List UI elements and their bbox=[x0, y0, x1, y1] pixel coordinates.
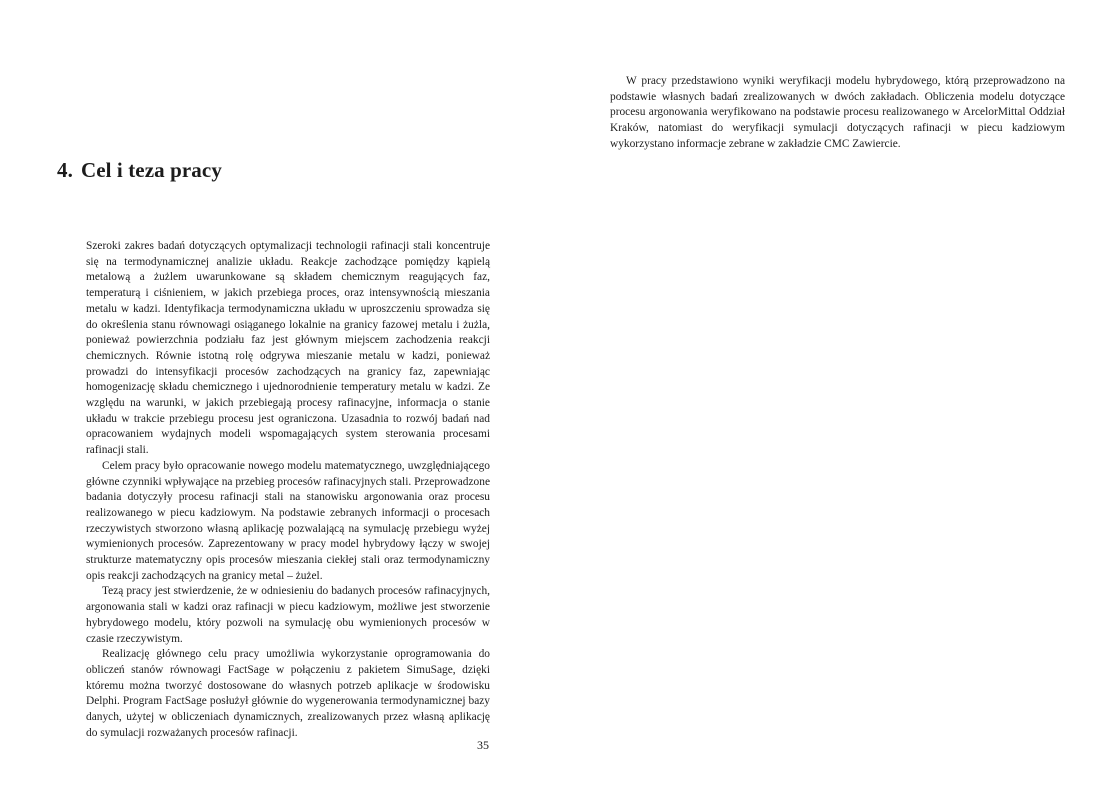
paragraph: Tezą pracy jest stwierdzenie, że w odniesieniu do badanych procesów rafinacyjnych, argonowania stali w kadzi oraz rafinacji w piecu kadziowym, możliwe jest stworzenie hybrydowego modelu, który pozwoli na symulację obu wymienionych procesów w czasie rzeczywistym. bbox=[86, 585, 490, 645]
chapter-number: 4. bbox=[57, 158, 73, 182]
paragraph: W pracy przedstawiono wyniki weryfikacji modelu hybrydowego, którą przeprowadzono na podstawie własnych badań zrealizowanych w dwóch zakładach. Obliczenia modelu dotyczące procesu argonowania weryfikowano na podstawie procesu realizowanego w ArcelorMittal Oddział Kraków, natomiast do weryfikacji symulacji dotyczących rafinacji w piecu kadziowym wykorzystano informacje zebrane w zakładzie CMC Zawiercie. bbox=[610, 75, 1065, 150]
body-text bbox=[86, 239, 490, 742]
right-page bbox=[550, 0, 1100, 800]
chapter-heading bbox=[57, 158, 222, 183]
paragraph: Realizację głównego celu pracy umożliwia wykorzystanie oprogramowania do obliczeń stanów równowagi FactSage w połączeniu z pakietem SimuSage, dzięki któremu można tworzyć dostosowane do własnych potrzeb aplikacje w środowisku Delphi. Program FactSage posłużył głównie do wygenerowania termodynamicznej bazy danych, użytej w obliczeniach dynamicznych, zrealizowanych przez własną aplikację do symulacji rozważanych procesów rafinacji. bbox=[86, 648, 490, 739]
chapter-title: Cel i teza pracy bbox=[80, 158, 222, 182]
paragraph: Celem pracy było opracowanie nowego modelu matematycznego, uwzględniającego główne czynniki wpływające na przebieg procesów rafinacyjnych stali. Przeprowadzone badania dotyczyły procesu rafinacji stali na stanowisku argonowania oraz procesu realizowanego w piecu kadziowym. Na podstawie zebranych informacji o procesach rzeczywistych stworzono własną aplikację pozwalającą na symulację przebiegu wyżej wymienionych procesów. Zaprezentowany w pracy model hybrydowy łączy w swojej strukturze matematyczny opis procesów mieszania ciekłej stali oraz termodynamiczny opis reakcji zachodzących na granicy metal – żużel. bbox=[86, 459, 490, 582]
page-number: 35 bbox=[477, 738, 489, 752]
paragraph: Szeroki zakres badań dotyczących optymalizacji technologii rafinacji stali koncentruje się na termodynamicznej analizie układu. Reakcje zachodzące pomiędzy kąpielą metalową a żużlem uwarunkowane są składem chemicznym reagujących faz, temperaturą i ciśnieniem, w jakich przebiega proces, oraz intensywnością mieszania metalu w kadzi. Identyfikacja termodynamiczna układu w uproszczeniu sprowadza się do określenia stanu równowagi osiąganego lokalnie na granicy fazowej metalu i żużla, ponieważ powierzchnia podziału faz jest głównym miejscem zachodzenia reakcji chemicznych. Równie istotną rolę odgrywa mieszanie metalu w kadzi, ponieważ prowadzi do intensyfikacji procesów zachodzących na granicy faz, zapewniając homogenizację składu chemicznego i ujednorodnienie temperatury metalu w kadzi. Ze względu na warunki, w jakich przebiegają procesy rafinacyjne, informacja o stanie układu w trakcie przebiegu procesu jest ograniczona. Uzasadnia to rozwój badań nad opracowaniem wydajnych modeli wspomagających system sterowania procesami rafinacji stali. bbox=[86, 240, 490, 457]
